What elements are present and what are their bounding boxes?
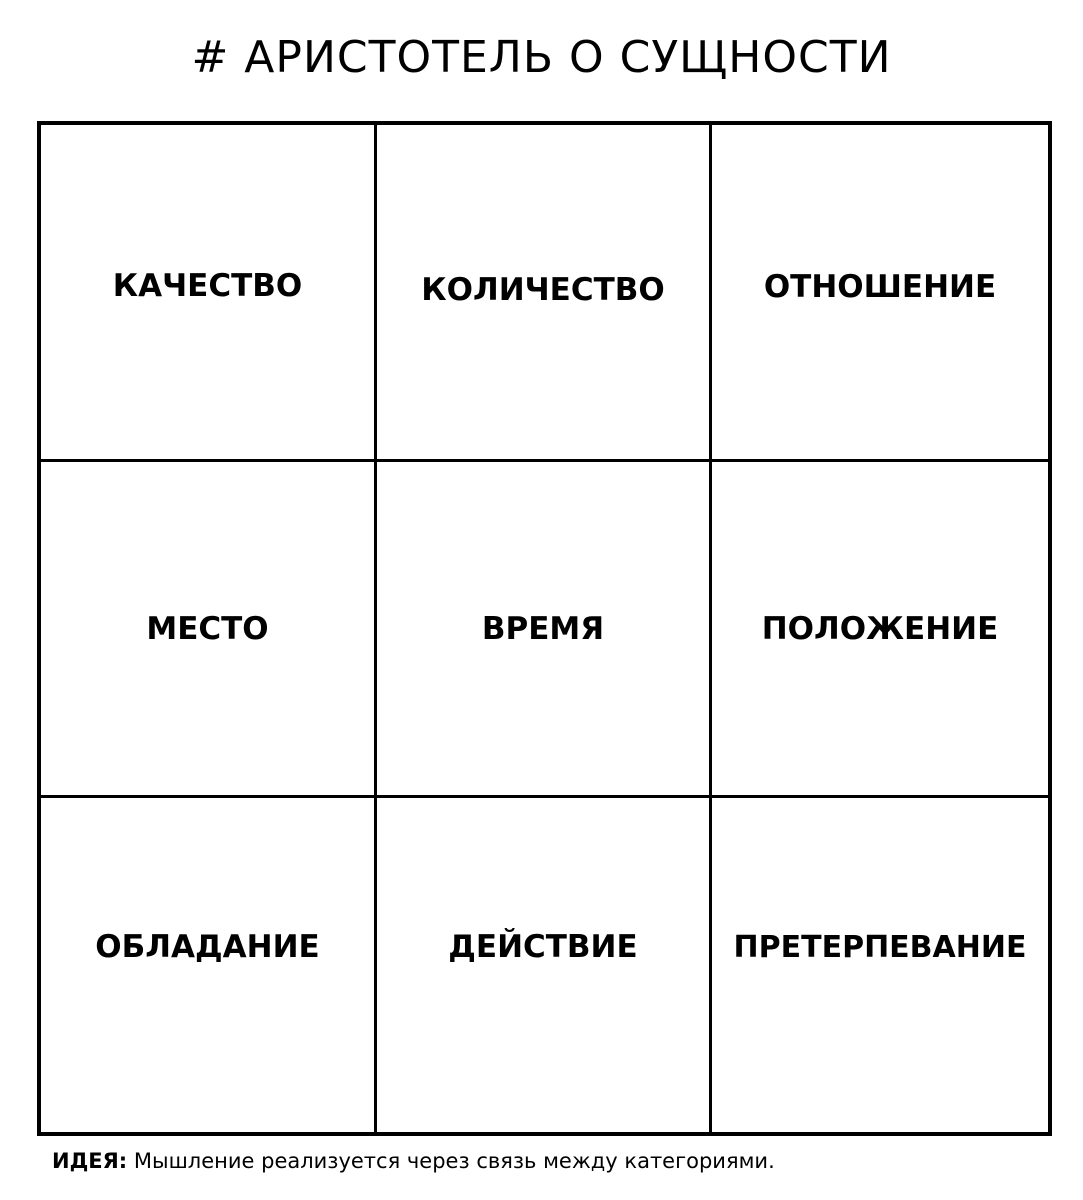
category-label: ПРЕТЕРПЕВАНИЕ: [733, 929, 1027, 965]
category-quantity: [377, 125, 709, 459]
category-position: [712, 462, 1048, 795]
category-having: [41, 798, 374, 1132]
idea-label: ИДЕЯ:: [52, 1149, 128, 1173]
category-action: [377, 798, 709, 1132]
category-affection: [712, 798, 1048, 1132]
category-label: ВРЕМЯ: [481, 610, 605, 647]
category-label: ПОЛОЖЕНИЕ: [761, 610, 999, 647]
category-relation: [712, 125, 1048, 459]
category-time: [377, 462, 709, 795]
idea-text: Мышление реализуется через связь между категориями.: [127, 1149, 775, 1173]
category-label: ДЕЙСТВИЕ: [448, 929, 638, 965]
category-label: ОТНОШЕНИЕ: [763, 269, 997, 305]
category-quality: [41, 125, 374, 459]
category-place: [41, 462, 374, 795]
page-title: # АРИСТОТЕЛЬ О СУЩНОСТИ: [191, 32, 892, 83]
category-label: МЕСТО: [146, 610, 269, 647]
categories-grid: [37, 121, 1052, 1136]
idea-caption: [52, 1146, 775, 1176]
category-label: КАЧЕСТВО: [112, 268, 303, 304]
category-label: КОЛИЧЕСТВО: [421, 272, 665, 308]
category-label: ОБЛАДАНИЕ: [95, 929, 320, 965]
